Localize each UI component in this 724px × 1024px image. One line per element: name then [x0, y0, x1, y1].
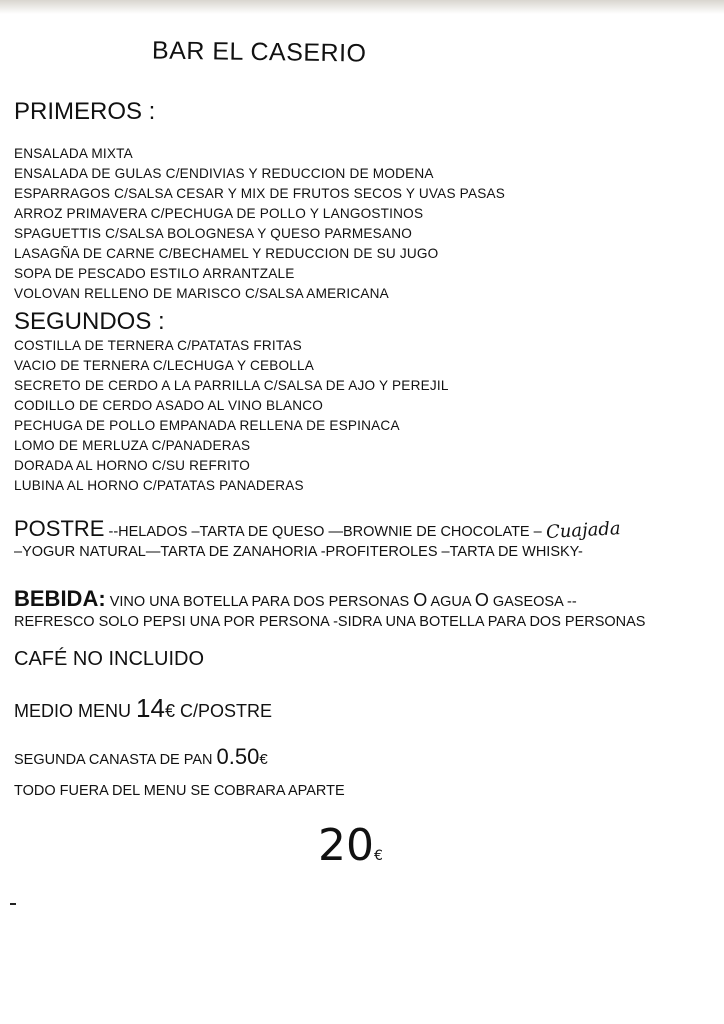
pan-line	[14, 744, 268, 770]
segundos-item: COSTILLA DE TERNERA C/PATATAS FRITAS	[14, 338, 302, 353]
handwritten-note: Cuajada	[545, 518, 622, 543]
primeros-item: ENSALADA DE GULAS C/ENDIVIAS Y REDUCCION DE MODENA	[14, 166, 434, 181]
cafe-note: CAFÉ NO INCLUIDO	[14, 648, 205, 670]
segundos-heading: SEGUNDOS :	[14, 308, 165, 335]
segundos-item: LOMO DE MERLUZA C/PANADERAS	[14, 438, 251, 453]
segundos-item: SECRETO DE CERDO A LA PARRILLA C/SALSA DE AJO Y PEREJIL	[14, 378, 449, 393]
bebida-or-2: O	[474, 590, 489, 610]
restaurant-title: BAR EL CASERIO	[151, 36, 367, 68]
medio-menu-label: MEDIO MENU	[14, 701, 137, 721]
pan-label: SEGUNDA CANASTA DE PAN	[14, 752, 217, 768]
postre-items-1: --HELADOS –TARTA DE QUESO —BROWNIE DE CHOCOLATE –	[104, 524, 542, 540]
bebida-or-1: O	[413, 590, 428, 610]
bebida-line-2: REFRESCO SOLO PEPSI UNA POR PERSONA -SIDRA UNA BOTELLA PARA DOS PERSONAS	[14, 614, 646, 630]
primeros-heading: PRIMEROS :	[14, 98, 156, 125]
primeros-item: SOPA DE PESCADO ESTILO ARRANTZALE	[14, 266, 295, 281]
segundos-item: CODILLO DE CERDO ASADO AL VINO BLANCO	[14, 398, 324, 413]
primeros-item: LASAGÑA DE CARNE C/BECHAMEL Y REDUCCION DE SU JUGO	[14, 246, 439, 261]
primeros-item: VOLOVAN RELLENO DE MARISCO C/SALSA AMERICANA	[14, 286, 389, 301]
bebida-line-1	[14, 586, 577, 612]
medio-menu-suffix: € C/POSTRE	[164, 701, 272, 721]
bebida-heading: BEBIDA:	[14, 586, 106, 611]
stray-mark	[10, 903, 16, 905]
menu-price-value: 20	[318, 820, 374, 871]
postre-items-2: –YOGUR NATURAL—TARTA DE ZANAHORIA -PROFITEROLES –TARTA DE WHISKY-	[14, 544, 583, 560]
pan-currency: €	[259, 751, 268, 768]
aparte-note: TODO FUERA DEL MENU SE COBRARA APARTE	[14, 783, 345, 799]
primeros-item: SPAGUETTIS C/SALSA BOLOGNESA Y QUESO PARMESANO	[14, 226, 413, 241]
bebida-text-a: VINO UNA BOTELLA PARA DOS PERSONAS	[105, 594, 414, 610]
segundos-item: PECHUGA DE POLLO EMPANADA RELLENA DE ESPINACA	[14, 418, 400, 433]
postre-line-1	[14, 516, 621, 542]
pan-price: 0.50	[216, 744, 260, 769]
bebida-text-b: AGUA	[427, 594, 475, 610]
postre-heading: POSTRE	[14, 516, 105, 541]
menu-price-currency: €	[374, 848, 383, 864]
primeros-item: ARROZ PRIMAVERA C/PECHUGA DE POLLO Y LANGOSTINOS	[14, 206, 424, 221]
primeros-item: ENSALADA MIXTA	[14, 146, 133, 161]
menu-price	[318, 820, 383, 871]
primeros-item: ESPARRAGOS C/SALSA CESAR Y MIX DE FRUTOS SECOS Y UVAS PASAS	[14, 186, 506, 201]
bebida-text-c: GASEOSA --	[488, 594, 577, 610]
medio-menu-line	[14, 693, 272, 724]
paper-edge-shadow	[0, 0, 724, 14]
segundos-item: LUBINA AL HORNO C/PATATAS PANADERAS	[14, 478, 304, 493]
medio-menu-price: 14	[136, 693, 165, 723]
segundos-item: DORADA AL HORNO C/SU REFRITO	[14, 458, 250, 473]
segundos-item: VACIO DE TERNERA C/LECHUGA Y CEBOLLA	[14, 358, 315, 373]
